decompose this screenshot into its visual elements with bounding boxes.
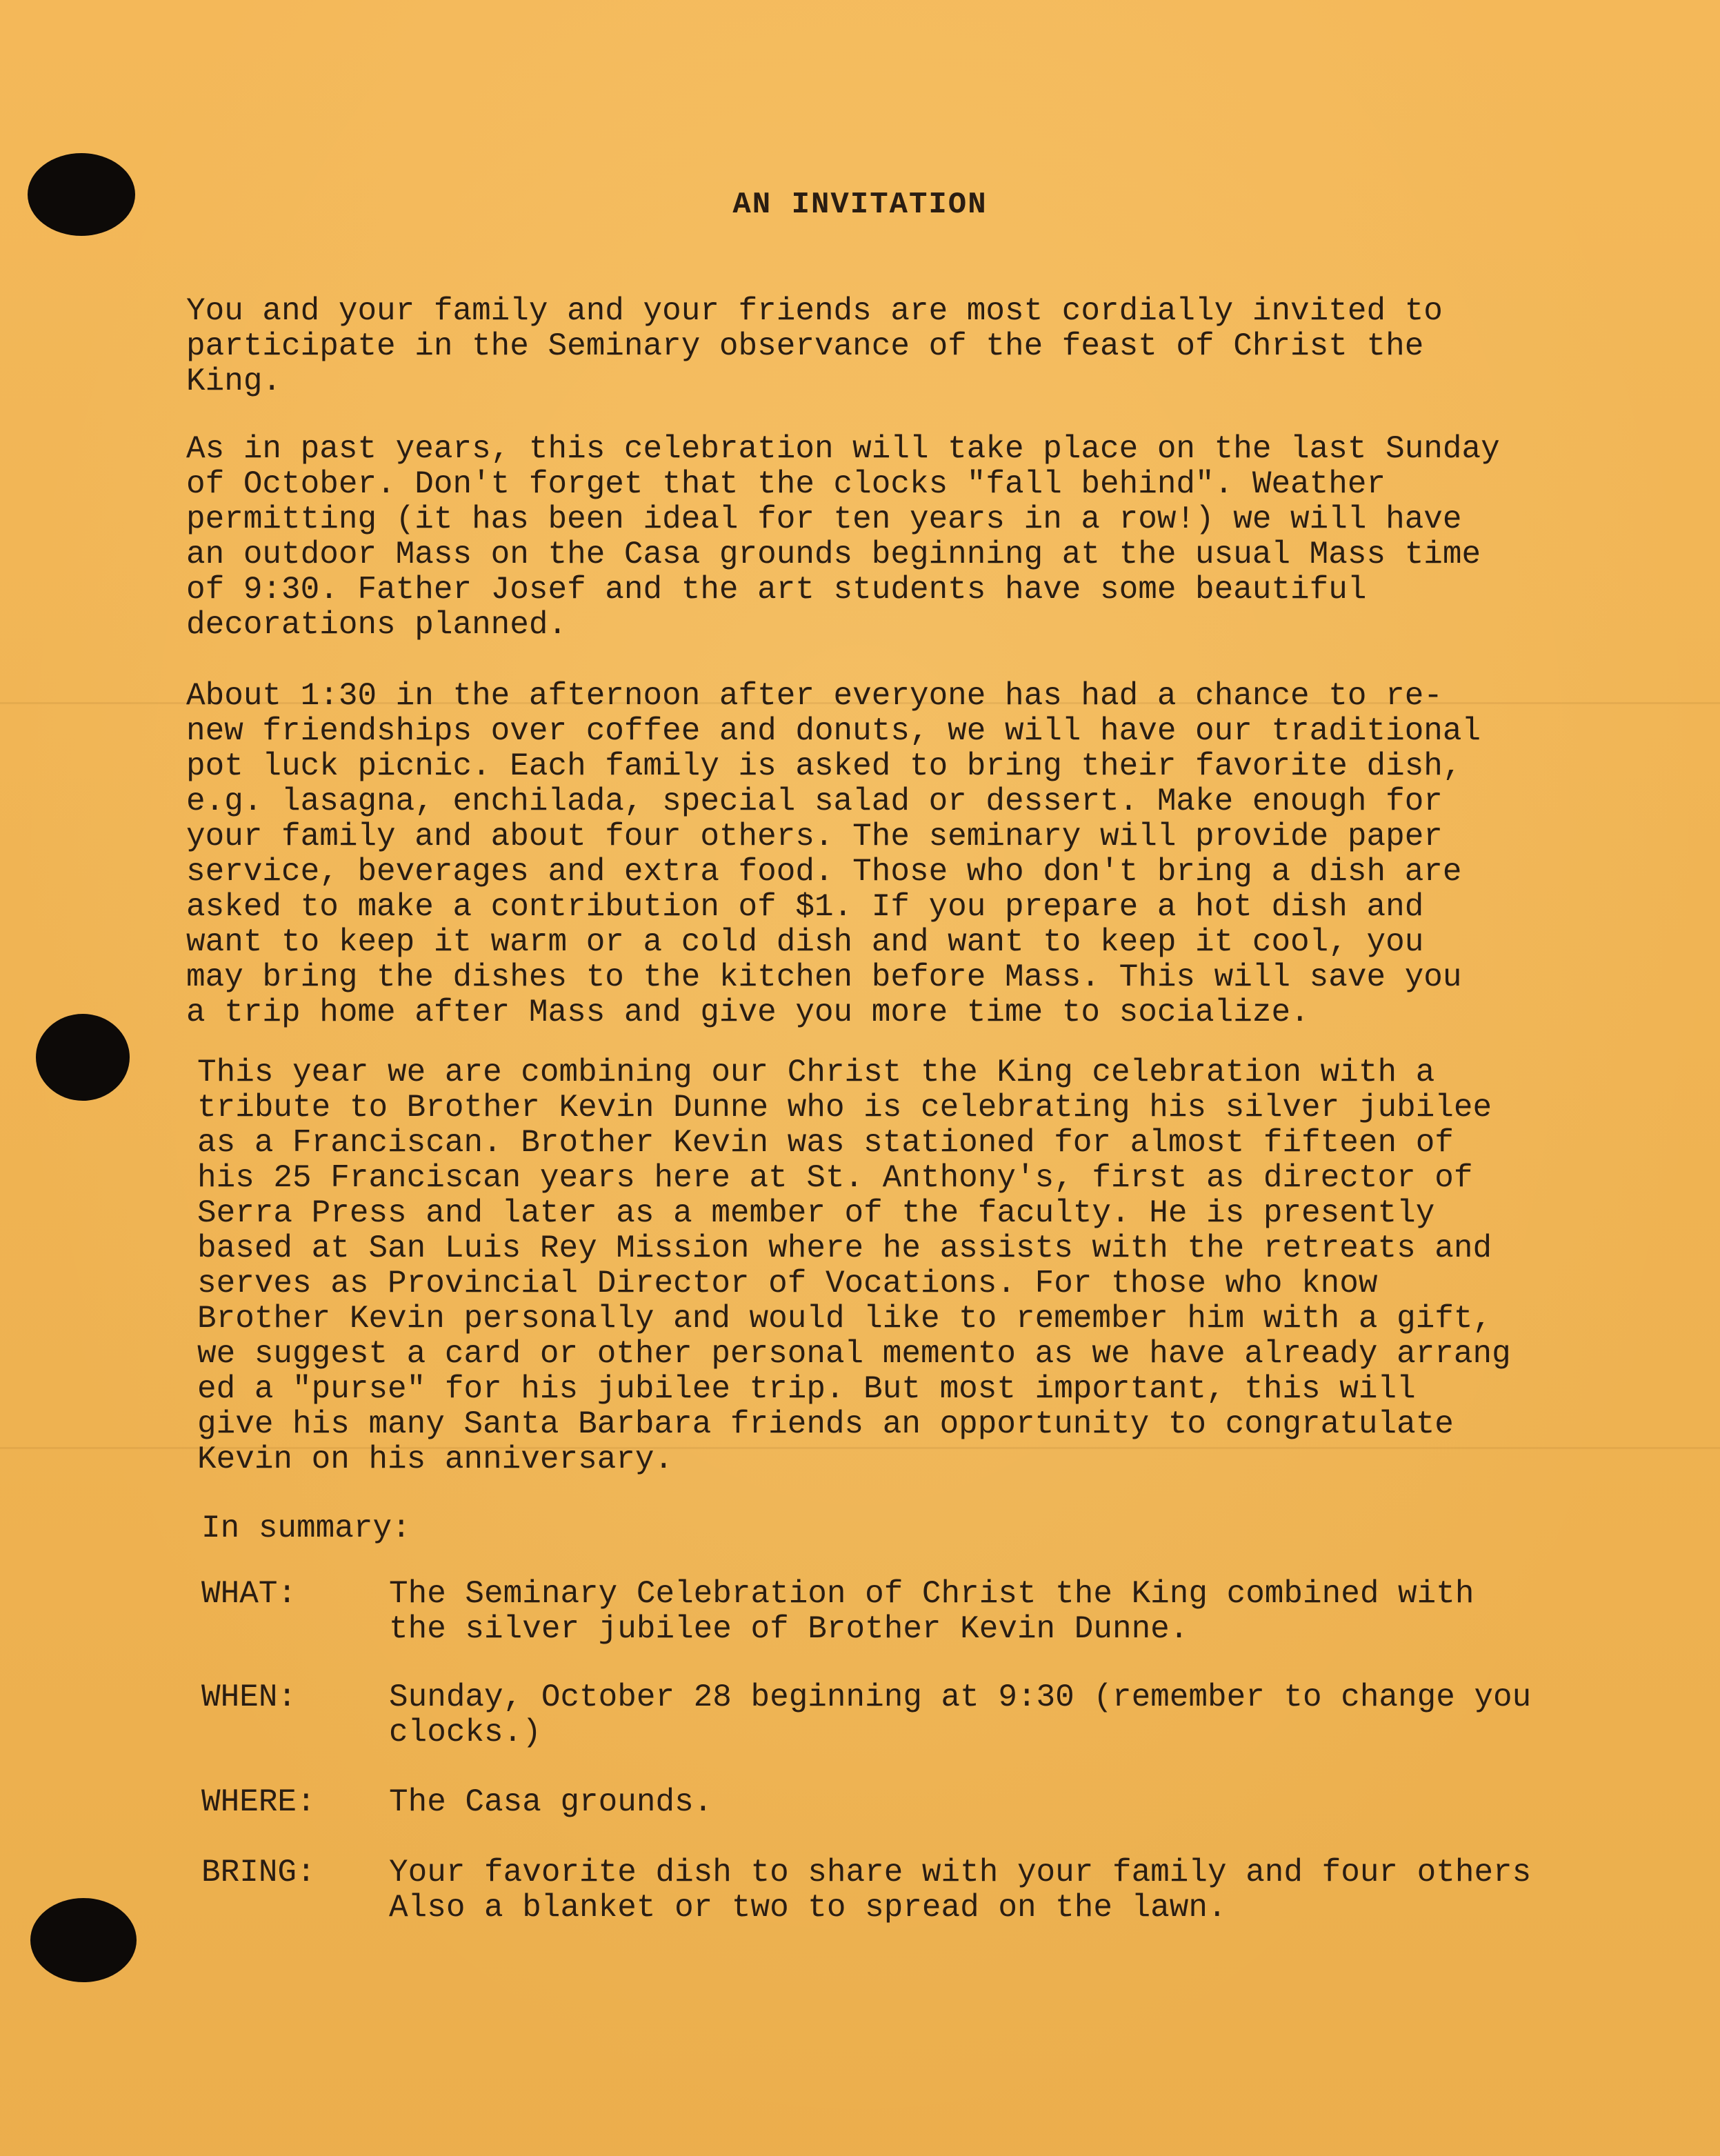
summary-value: The Seminary Celebration of Christ the King combined with the silver jubilee of Brother Kevin Dunne. bbox=[389, 1576, 1474, 1647]
punch-hole bbox=[30, 1898, 137, 1982]
summary-value: Sunday, October 28 beginning at 9:30 (remember to change you clocks.) bbox=[389, 1679, 1532, 1750]
paragraph-schedule: As in past years, this celebration will take place on the last Sunday of October. Don't forget that the clocks "fall behind". Weather permitting (it has been ideal for ten years in a row!) we will have an outdoor Mass on the Casa grounds beginning at the usual Mass time of 9:30. Father Josef and the art students have some beautiful decorations planned. bbox=[186, 431, 1500, 643]
summary-value: The Casa grounds. bbox=[389, 1784, 713, 1820]
summary-heading: In summary: bbox=[201, 1510, 411, 1546]
document-title: AN INVITATION bbox=[732, 188, 988, 222]
summary-value: Your favorite dish to share with your family and four others Also a blanket or two to spread on the lawn. bbox=[389, 1855, 1532, 1926]
punch-hole bbox=[36, 1014, 130, 1101]
summary-key: BRING: bbox=[201, 1855, 316, 1890]
paragraph-tribute: This year we are combining our Christ the King celebration with a tribute to Brother Kevin Dunne who is celebrating his silver jubilee as a Franciscan. Brother Kevin was stationed for almost fifteen of his 25 Franciscan years here at St. Anthony's, first as director of Serra Press and later as a member of the faculty. He is presently based at San Luis Rey Mission where he assists with the retreats and serves as Provincial Director of Vocations. For those who know Brother Kevin personally and would like to remember him with a gift, we suggest a card or other personal memento as we have already arrang ed a "purse" for his jubilee trip. But most important, this will give his many Santa Barbara friends an opportunity to congratulate Kevin on his anniversary. bbox=[197, 1055, 1511, 1477]
summary-key: WHERE: bbox=[201, 1784, 316, 1820]
paragraph-invitation: You and your family and your friends are most cordially invited to participate in the Seminary observance of the feast of Christ the King. bbox=[186, 293, 1443, 399]
summary-key: WHAT: bbox=[201, 1576, 297, 1612]
summary-key: WHEN: bbox=[201, 1679, 297, 1715]
paragraph-picnic: About 1:30 in the afternoon after everyone has had a chance to re- new friendships over coffee and donuts, we will have our traditional pot luck picnic. Each family is asked to bring their favorite dish, e.g. lasagna, enchilada, special salad or dessert. Make enough for your family and about four others. The seminary will provide paper service, beverages and extra food. Those who don't bring a dish are asked to make a contribution of $1. If you prepare a hot dish and want to keep it warm or a cold dish and want to keep it cool, you may bring the dishes to the kitchen before Mass. This will save you a trip home after Mass and give you more time to socialize. bbox=[186, 678, 1481, 1030]
